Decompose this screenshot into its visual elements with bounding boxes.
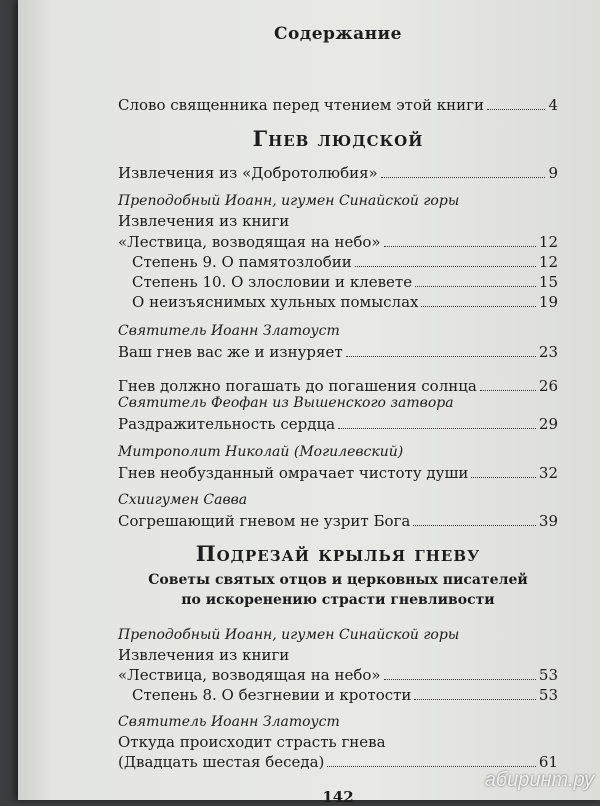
leader-dots	[384, 665, 536, 680]
leader-dots	[471, 463, 535, 478]
leader-dots	[414, 685, 535, 700]
toc-entry: Гнев необузданный омрачает чистоту души 32	[118, 464, 558, 482]
leader-dots	[384, 232, 536, 247]
page-number: 142	[322, 788, 354, 806]
author-name: Схиигумен Савва	[118, 492, 248, 508]
author-name: Преподобный Иоанн, игумен Синайской горы	[118, 193, 460, 209]
toc-entry-text: Извлечения из книги	[118, 646, 290, 664]
book-page	[18, 0, 600, 806]
toc-entry: «Лествица, возводящая на небо» 12	[118, 233, 558, 251]
toc-entry: Раздражительность сердца 29	[118, 415, 558, 433]
toc-entry-text: Извлечения из книги	[118, 212, 290, 230]
section-subheading: по искоренению страсти гневливости	[181, 592, 495, 608]
leader-dots	[338, 414, 536, 429]
leader-dots	[346, 342, 536, 357]
leader-dots	[487, 95, 545, 110]
author-name: Святитель Феофан из Вышенского затвора	[118, 395, 454, 411]
toc-entry: О неизъяснимых хульных помыслах 19	[132, 293, 558, 311]
toc-entry: Согрешающий гневом не узрит Бога 39	[118, 512, 558, 530]
toc-entry: Степень 10. О злословии и клевете 15	[132, 273, 558, 291]
toc-entry: Извлечения из «Добротолюбия» 9	[118, 164, 558, 182]
leader-dots	[415, 272, 536, 287]
toc-entry: (Двадцать шестая беседа) 61	[118, 753, 558, 771]
author-name: Преподобный Иоанн, игумен Синайской горы	[118, 627, 460, 643]
toc-entry-text: Откуда происходит страсть гнева	[118, 733, 386, 751]
toc-entry: Степень 9. О памятозлобии 12	[132, 253, 558, 271]
leader-dots	[413, 511, 536, 526]
toc-entry: Степень 8. О безгневии и кротости 53	[132, 686, 558, 704]
leader-dots	[327, 752, 536, 767]
author-name: Святитель Иоанн Златоуст	[118, 323, 340, 339]
page-title: Содержание	[274, 24, 402, 44]
leader-dots	[355, 252, 536, 267]
section-heading: Гнев людской	[252, 126, 424, 151]
leader-dots	[480, 376, 536, 391]
toc-entry: Ваш гнев вас же и изнуряет 23	[118, 343, 558, 361]
section-heading: Подрезай крылья гневу	[195, 541, 481, 566]
toc-entry: Гнев должно погашать до погашения солнца 26	[118, 377, 558, 395]
leader-dots	[421, 292, 535, 307]
toc-entry: «Лествица, возводящая на небо» 53	[118, 666, 558, 684]
leader-dots	[381, 163, 546, 178]
author-name: Святитель Иоанн Златоуст	[118, 714, 340, 730]
section-subheading: Советы святых отцов и церковных писателей	[148, 572, 528, 588]
watermark-logo: абиринт.ру	[484, 769, 594, 791]
toc-entry: Слово священника перед чтением этой книги 4	[118, 96, 558, 114]
author-name: Митрополит Николай (Могилевский)	[118, 444, 404, 460]
